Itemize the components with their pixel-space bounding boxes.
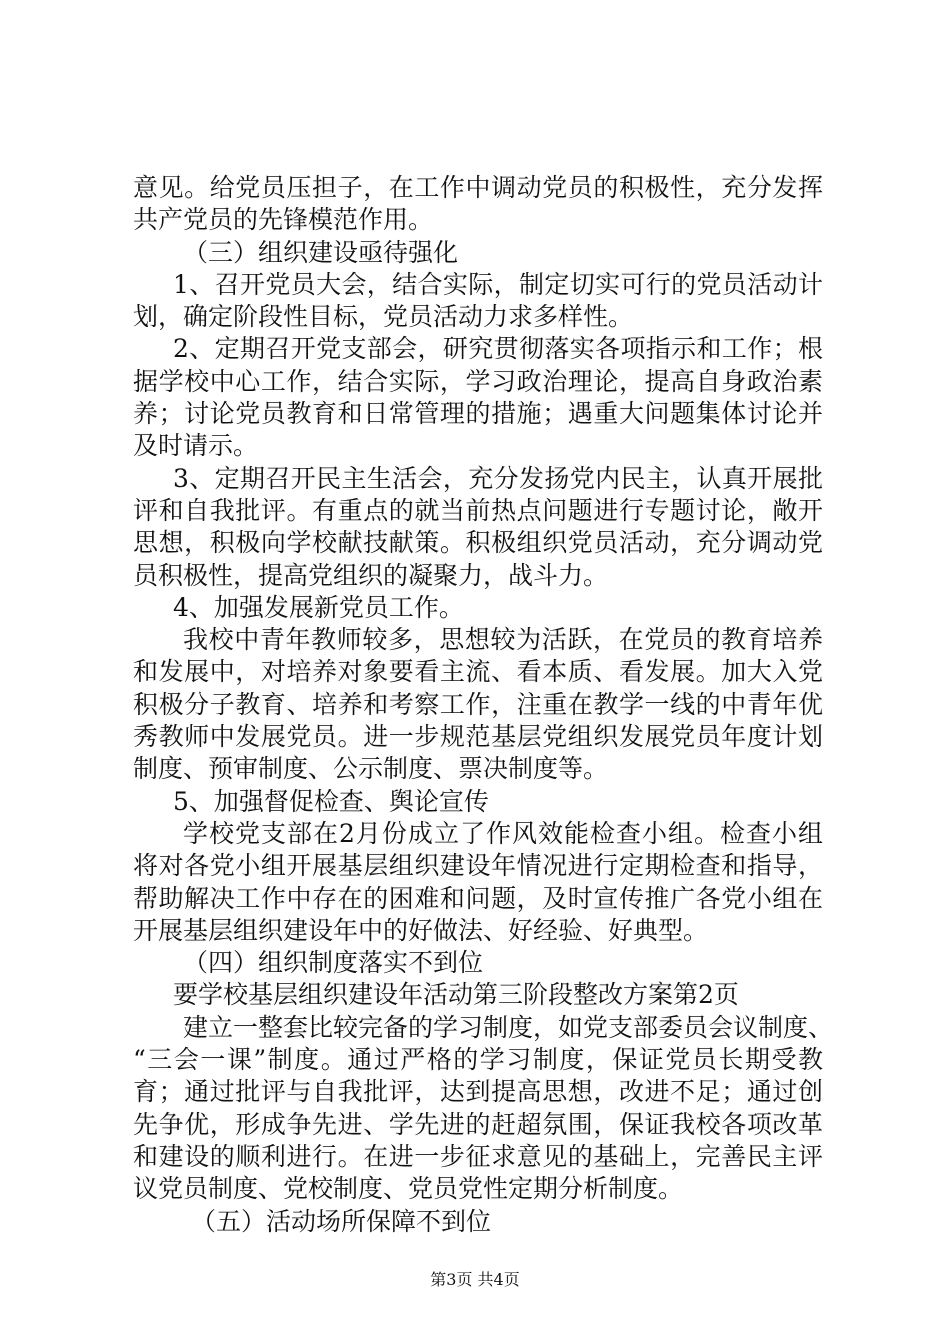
text-line: 议党员制度、党校制度、党员党性定期分析制度。 <box>133 1174 684 1204</box>
text-line: 共产党员的先锋模范作用。 <box>133 205 434 235</box>
text-line: 5、加强督促检查、舆论宣传 <box>173 786 489 816</box>
text-line: 划，确定阶段性目标，党员活动力求多样性。 <box>133 302 634 332</box>
text-line: 据学校中心工作，结合实际，学习政治理论，提高自身政治素 <box>133 366 823 396</box>
text-line: 秀教师中发展党员。进一步规范基层党组织发展党员年度计划 <box>133 722 823 752</box>
section-heading: （三）组织建设亟待强化 <box>183 237 459 267</box>
text-line: 2、定期召开党支部会，研究贯彻落实各项指示和工作；根 <box>173 334 823 364</box>
text-line: 3、定期召开民主生活会，充分发扬党内民主，认真开展批 <box>173 463 823 493</box>
text-line: 1、召开党员大会，结合实际，制定切实可行的党员活动计 <box>173 269 823 299</box>
text-line: 养；讨论党员教育和日常管理的措施；遇重大问题集体讨论并 <box>133 399 823 429</box>
text-line: 评和自我批评。有重点的就当前热点问题进行专题讨论，敞开 <box>133 495 823 525</box>
text-line: 和发展中，对培养对象要看主流、看本质、看发展。加大入党 <box>133 657 823 687</box>
text-line: 要学校基层组织建设年活动第三阶段整改方案第2页 <box>173 980 739 1010</box>
text-line: 我校中青年教师较多，思想较为活跃，在党员的教育培养 <box>183 625 823 655</box>
document-body <box>133 172 834 1238</box>
text-line: 意见。给党员压担子，在工作中调动党员的积极性，充分发挥 <box>133 173 823 202</box>
text-line: 建立一整套比较完备的学习制度，如党支部委员会议制度、 <box>183 1012 834 1042</box>
text-line: 帮助解决工作中存在的困难和问题，及时宣传推广各党小组在 <box>133 883 823 913</box>
page-footer: 第3页 共4页 <box>430 1270 520 1289</box>
text-line: 开展基层组织建设年中的好做法、好经验、好典型。 <box>133 915 709 945</box>
text-line: 4、加强发展新党员工作。 <box>173 592 464 622</box>
text-line: 及时请示。 <box>133 431 259 461</box>
text-line: 育；通过批评与自我批评，达到提高思想，改进不足；通过创 <box>133 1077 823 1107</box>
text-line: 员积极性，提高党组织的凝聚力，战斗力。 <box>133 560 609 590</box>
section-heading: （四）组织制度落实不到位 <box>183 948 484 978</box>
text-line: 先争优，形成争先进、学先进的赶超氛围，保证我校各项改革 <box>133 1109 823 1139</box>
text-line: 积极分子教育、培养和考察工作，注重在教学一线的中青年优 <box>133 689 823 719</box>
text-line: 将对各党小组开展基层组织建设年情况进行定期检查和指导， <box>133 851 823 881</box>
text-line: 制度、预审制度、公示制度、票决制度等。 <box>133 754 609 784</box>
text-line: 学校党支部在2月份成立了作风效能检查小组。检查小组 <box>183 818 823 848</box>
text-line: 和建设的顺利进行。在进一步征求意见的基础上，完善民主评 <box>133 1141 823 1171</box>
text-line: “三会一课”制度。通过严格的学习制度，保证党员长期受教 <box>133 1045 823 1075</box>
section-heading: （五）活动场所保障不到位 <box>191 1206 492 1236</box>
text-line: 思想，积极向学校献技献策。积极组织党员活动，充分调动党 <box>133 528 823 558</box>
